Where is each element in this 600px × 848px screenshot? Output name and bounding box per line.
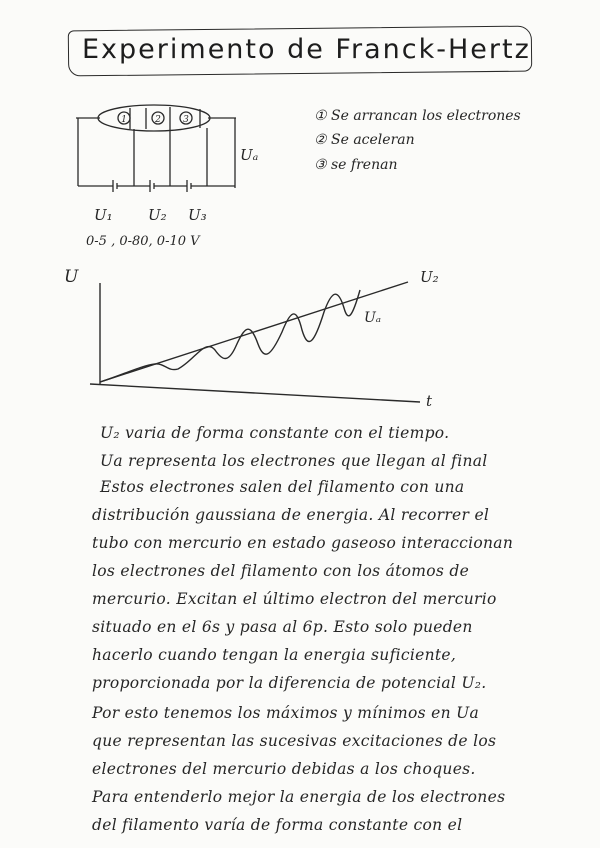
text-line: distribución gaussiana de energia. Al recorrer el — [92, 506, 490, 524]
text-line: los electrones del filamento con los átomos de — [92, 562, 470, 580]
text-line: proporcionada por la diferencia de potencial U₂. — [92, 674, 487, 692]
ua-oscillation-curve — [100, 290, 360, 382]
u1-label: U₁ — [94, 206, 113, 224]
graph-x-axis — [90, 384, 420, 402]
step-2: ② Se aceleran — [314, 132, 415, 148]
tube-ellipse — [98, 105, 210, 131]
page-title: Experimento de Franck-Hertz — [82, 34, 531, 65]
u2-label: U₂ — [148, 206, 167, 224]
text-line: Por esto tenemos los máximos y mínimos en Ua — [92, 704, 480, 722]
text-line: electrones del mercurio debidas a los choques. — [92, 760, 476, 778]
graph-ua-label: Uₐ — [364, 310, 382, 326]
text-line: tubo con mercurio en estado gaseoso interaccionan — [92, 534, 514, 552]
text-line: Para entenderlo mejor la energia de los electrones — [92, 788, 506, 806]
region-2-label: 2 — [155, 115, 161, 125]
text-line: que representan las sucesivas excitaciones de los — [92, 732, 497, 750]
voltage-ranges: 0-5 , 0-80, 0-10 V — [86, 234, 200, 249]
text-line: U₂ varia de forma constante con el tiempo. — [100, 424, 450, 442]
region-3-label: 3 — [183, 115, 189, 125]
graph-y-label: U — [64, 267, 79, 287]
text-line: hacerlo cuando tengan la energia suficiente, — [92, 646, 457, 664]
text-line: Estos electrones salen del filamento con una — [100, 478, 465, 496]
graph-x-label: t — [426, 392, 433, 410]
text-line: mercurio. Excitan el último electron del mercurio — [92, 590, 497, 608]
step-3: ③ se frenan — [314, 157, 398, 173]
u3-label: U₃ — [188, 206, 207, 224]
text-line: Ua representa los electrones que llegan al final — [100, 452, 488, 470]
ua-label: Uₐ — [240, 146, 259, 164]
text-line: situado en el 6s y pasa al 6p. Esto solo pueden — [92, 618, 473, 636]
u2-ramp-line — [100, 282, 408, 382]
region-1-label: 1 — [121, 115, 127, 125]
tension-graph — [90, 282, 420, 402]
step-1: ① Se arrancan los electrones — [314, 108, 521, 124]
text-line: del filamento varía de forma constante con el — [92, 816, 463, 834]
graph-u2-label: U₂ — [420, 268, 439, 286]
